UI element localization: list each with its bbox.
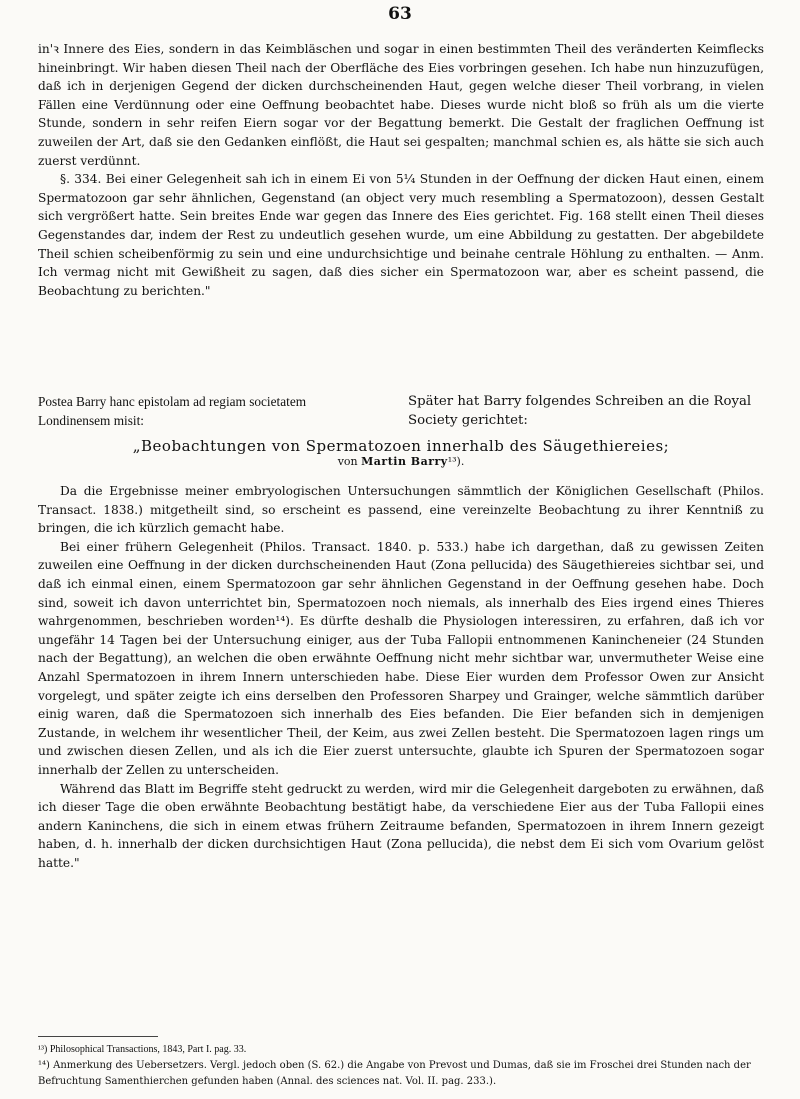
letter-body — [38, 482, 764, 872]
letter-paragraph-1: Da die Ergebnisse meiner embryologischen Untersuchungen sämmtlich der Königlichen Gesellschaft (Philos. Transact. 1838.) mitgetheilt sind, so erscheint es passend, eine vereinzelte Beobachtung zu ihrer Kenntniß zu bringen, die ich kürzlich gemacht habe. — [38, 484, 764, 536]
byline-prefix: von — [337, 455, 358, 468]
section-heading — [38, 437, 764, 468]
heading-byline — [38, 455, 764, 468]
top-text-block — [38, 40, 764, 300]
byline-author: Martin Barry — [361, 455, 448, 468]
footnote-13: ¹³) Philosophical Transactions, 1843, Part I. pag. 33. — [38, 1044, 247, 1055]
paragraph-continued: in'ꝛ Innere des Eies, sondern in das Keimbläschen und sogar in einen bestimmten Theil des veränderten Keimflecks hineinbringt. Wir haben diesen Theil nach der Oberfläche des Eies vorbringen gesehen. Ich habe nun hinzuzufügen, daß ich in derjenigen Gegend der dicken durchscheinenden Haut, gegen welche dieser Theil vorbrang, in vielen Fällen eine Verdünnung oder eine Oeffnung beobachtet habe. Dieses wurde nicht bloß so früh als um die vierte Stunde, sondern in sehr reifen Eiern sogar vor der Begattung bemerkt. Die Gestalt der fraglichen Oeffnung ist zuweilen der Art, daß sie den Gedanken einflößt, die Haut sei gespalten; manchmal schien es, als hätte sie sich auch zuerst verdünnt. — [38, 42, 764, 168]
byline-footnote-mark: ¹³). — [447, 455, 465, 468]
footnote-14: ¹⁴) Anmerkung des Uebersetzers. Vergl. jedoch oben (S. 62.) die Angabe von Prevost und Dumas, daß sie im Froschei drei Stunden nach der Befruchtung Samenthierchen gefunden haben (Annal. des sciences nat. Vol. II. pag. 233.). — [38, 1060, 751, 1087]
latin-intro: Postea Barry hanc epistolam ad regiam societatem Londinensem misit: — [38, 394, 307, 428]
letter-paragraph-2: Bei einer frühern Gelegenheit (Philos. Transact. 1840. p. 533.) habe ich dargethan, daß zu gewissen Zeiten zuweilen eine Oeffnung in der dicken durchscheinenden Haut (Zona pellucida) des Säugethiereies sichtbar sei, und daß ich einmal einen, einem Spermatozoon gar sehr ähnlichen Gegenstand in der Oeffnung gesehen habe. Doch sind, soweit ich davon unterrichtet bin, Spermatozoen noch niemals, als innerhalb des Eies irgend eines Thieres wahrgenommen, beschrieben worden¹⁴). Es dürfte deshalb die Physiologen interessiren, zu erfahren, daß ich vor ungefähr 14 Tagen bei der Untersuchung einiger, aus der Tuba Fallopii entnommenen Kanincheneier (24 Stunden nach der Begattung), an welchen die oben erwähnte Oeffnung nicht mehr sichtbar war, unvermutheter Weise eine Anzahl Spermatozoen in ihrem Innern unterschieden habe. Diese Eier wurden dem Professor Owen zur Ansicht vorgelegt, und später zeigte ich eins derselben den Professoren Sharpey und Grainger, welche sämmtlich darüber einig waren, daß die Spermatozoen sich innerhalb des Eies befanden. Die Eier befanden sich in demjenigen Zustande, in welchem ihr wesentlicher Theil, der Keim, aus zwei Zellen besteht. Die Spermatozoen lagen rings um und zwischen diesen Zellen, und als ich die Eier zuerst untersuchte, glaubte ich Spuren der Spermatozoen sogar innerhalb der Zellen zu unterscheiden. — [38, 539, 764, 777]
heading-title: „Beobachtungen von Spermatozoen innerhalb des Säugethiereies; — [132, 437, 670, 455]
letter-paragraph-3: Während das Blatt im Begriffe steht gedruckt zu werden, wird mir die Gelegenheit dargeboten zu erwähnen, daß ich dieser Tage die oben erwähnte Beobachtung bestätigt habe, da verschiedene Eier aus der Tuba Fallopii eines andern Kaninchens, die sich in einem etwas frühern Zeitraume befanden, Spermatozoen in ihrem Innern gezeigt haben, d. h. innerhalb der dicken durchsichtigen Haut (Zona pellucida), die nebst dem Ei sich vom Ovarium gelöst hatte." — [38, 781, 764, 870]
paragraph-334: §. 334. Bei einer Gelegenheit sah ich in einem Ei von 5¼ Stunden in der Oeffnung der dicken Haut einen, einem Spermatozoon gar sehr ähnlichen, Gegenstand (an object very much resembling a Spermatozoon), dessen Gestalt sich vergrößert hatte. Sein breites Ende war gegen das Innere des Eies gerichtet. Fig. 168 stellt einen Theil dieses Gegenstandes dar, indem der Rest zu undeutlich gesehen wurde, um eine Abbildung zu gestatten. Der abgebildete Theil schien scheibenförmig zu sein und eine undurchsichtige und beinahe centrale Höhlung zu enthalten. — Anm. Ich vermag nicht mit Gewißheit zu sagen, daß dies sicher ein Spermatozoon war, aber es scheint passend, die Beobachtung zu berichten." — [38, 172, 764, 298]
german-intro: Später hat Barry folgendes Schreiben an die Royal Society gerichtet: — [408, 394, 752, 428]
footnote-divider — [38, 1036, 158, 1037]
page-number: 63 — [388, 4, 412, 24]
